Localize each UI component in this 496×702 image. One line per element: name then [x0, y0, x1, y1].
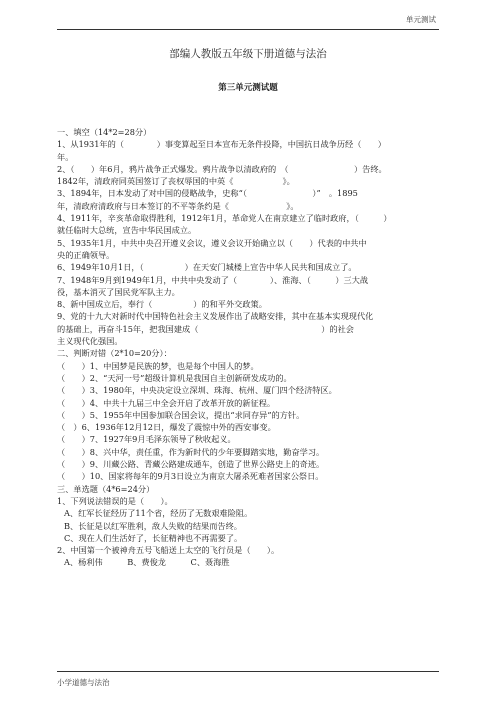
- document-title: 部编人教版五年级下册道德与法治: [169, 48, 327, 60]
- document-subtitle: 第三单元测试题: [218, 83, 278, 93]
- fill-question-cont: 年，清政府清政府与日本签订的不平等条约是《 》。: [57, 200, 299, 211]
- section-heading: 一、填空（14*2=28分）: [57, 127, 152, 137]
- choice-option: C、现在人们生活好了，长征精神也不再需要了。: [64, 532, 243, 543]
- judge-question: （ ）2、“天河一号”超级计算机是我国自主创新研发成功的。: [57, 372, 292, 383]
- fill-question-cont: 年。: [57, 151, 74, 162]
- fill-question-cont: 役，基本消灭了国民党军队主力。: [57, 286, 180, 297]
- fill-question: 8、新中国成立后，奉行（ ）的和平外交政策。: [57, 299, 267, 310]
- fill-question-cont: 1842年，清政府同英国签订了丧权辱国的中英《 》。: [57, 176, 295, 187]
- section-heading: 二、判断对错（2*10=20分）：: [57, 348, 172, 359]
- judge-question: （ ）7、1927年9月毛泽东领导了秋收起义。: [57, 434, 236, 445]
- exam-content: [57, 126, 441, 569]
- choice-option: B、长征是以红军胜利，敌人失败的结果而告终。: [64, 520, 242, 531]
- footer-divider: [57, 671, 439, 672]
- judge-question: （ ）8、兴中华，责任重，作为新时代的少年要脚踏实地，勤奋学习。: [57, 446, 325, 457]
- choice-options: A、杨利伟 B、费俊龙 C、聂海胜: [64, 557, 230, 568]
- page-footer-label: 小学道德与法治: [57, 678, 110, 687]
- fill-question-cont: 央的正确领导。: [57, 249, 115, 260]
- fill-question: 4、1911年，辛亥革命取得胜利，1912年1月，革命党人在南京建立了临时政府，（ ）: [57, 213, 392, 224]
- fill-question: 7、1948年9月到1949年1月，中共中央发动了（ ）、淮海、（ ）三大战: [57, 274, 369, 285]
- judge-question: （ ）4、中共十九届三中全会开启了改革开放的新征程。: [57, 397, 276, 408]
- fill-question: 2、（ ）年6月，鸦片战争正式爆发。鸦片战争以清政府的 （ ）告终。: [57, 163, 387, 174]
- judge-question: （ ）5、1955年中国参加联合国会议，提出“求同存异”的方针。: [57, 409, 305, 420]
- fill-question: 6、1949年10月1日，（ ）在天安门城楼上宣告中华人民共和国成立了。: [57, 262, 357, 273]
- header-divider: [57, 29, 439, 30]
- judge-question: （ ）1、中国梦是民族的梦，也是每个中国人的梦。: [57, 360, 259, 371]
- judge-question: （ ）3、1980年，中央决定设立深圳、珠海、杭州、厦门四个经济特区。: [57, 385, 337, 396]
- judge-question: （ ）10、国家将每年的9月3日设立为南京大屠杀死难者国家公祭日。: [57, 471, 324, 482]
- choice-question: 1、下列说法错误的是（ ）。: [57, 495, 173, 506]
- fill-question: 1、从1931年的（ ）事变算起至日本宣布无条件投降，中国抗日战争历经（ ）: [57, 139, 386, 150]
- fill-question: 5、1935年1月，中共中央召开遵义会议，遵义会议开始确立以（ ）代表的中共中: [57, 237, 367, 248]
- fill-question: 3、1894年，日本发动了对中国的侵略战争，史称“（ ）” 。1895: [57, 188, 358, 199]
- fill-question: 9、党的十九大对新时代中国特色社会主义发展作出了战略安排，其中在基本实现现代化: [57, 311, 374, 322]
- choice-question: 2、中国第一个被神舟五号飞船送上太空的飞行员是（ ）。: [57, 545, 280, 556]
- page-header-label: 单元测试: [406, 15, 436, 24]
- section-heading: 三、单选题（4*6=24分）: [57, 483, 155, 494]
- choice-option: A、红军长征经历了11个省，经历了无数艰难险阻。: [64, 508, 253, 519]
- fill-question-cont: 就任临时大总统，宣告中华民国成立。: [57, 225, 197, 236]
- fill-question-cont: 的基础上，再奋斗15年，把我国建成（ ）的社会: [57, 323, 354, 334]
- fill-question-cont: 主义现代化强国。: [57, 336, 123, 347]
- judge-question: （ ）9、川藏公路、青藏公路建成通车，创造了世界公路史上的奇迹。: [57, 459, 325, 470]
- judge-question: （ ）6、1936年12月12日，爆发了震惊中外的西安事变。: [57, 422, 276, 433]
